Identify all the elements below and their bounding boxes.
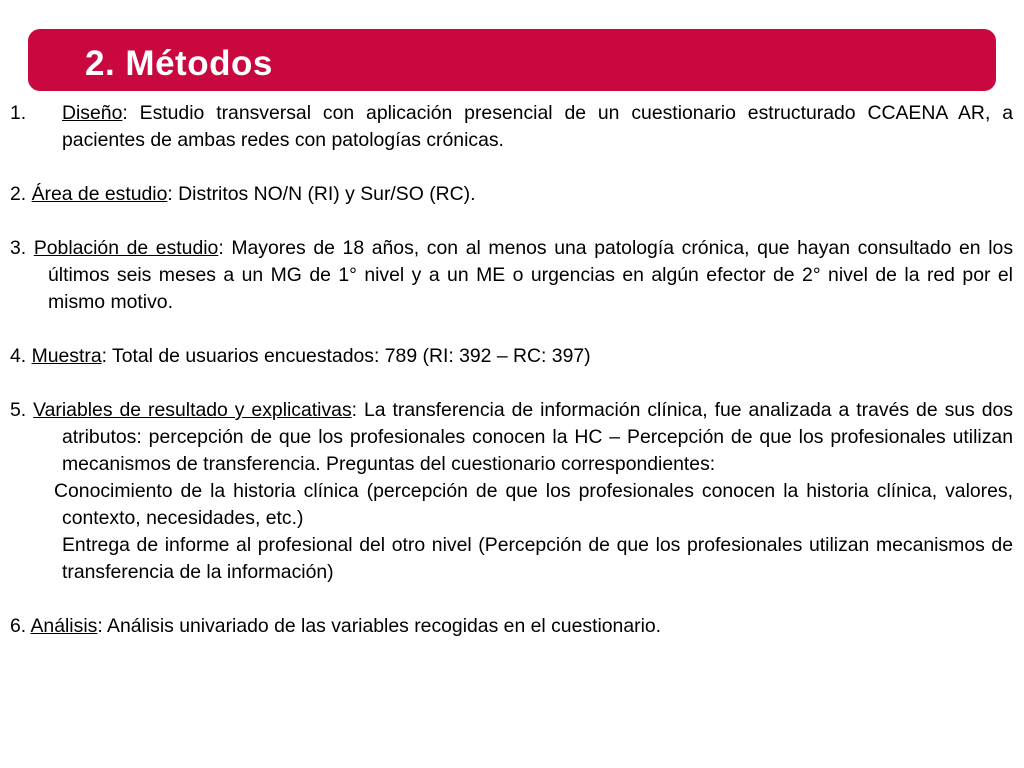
item-number: 2. [10, 183, 32, 205]
item-text: : Total de usuarios encuestados: 789 (RI: 392 – RC: 397) [101, 345, 591, 367]
item-label: Análisis [30, 615, 98, 637]
item-number: 5. [10, 399, 34, 421]
slide-title: 2. Métodos [85, 44, 273, 83]
title-bar [28, 29, 996, 91]
methods-list [10, 100, 1013, 640]
item-number: 6. [10, 615, 31, 637]
item-number: 3. [10, 237, 34, 259]
item-label: Diseño [62, 102, 123, 124]
item-variables [10, 397, 1013, 478]
item-sample [10, 343, 1013, 370]
item-text: : Mayores de 18 años, con al menos una patología crónica, que hayan consultado en los últimos seis meses a un MG de 1° nivel y a un ME o urgencias en algún efector de 2° nivel de la red por el mismo motivo. [48, 237, 1014, 313]
item-label: Población de estudio [33, 237, 219, 259]
variables-sub-item-2: Entrega de informe al profesional del otro nivel (Percepción de que los profesionales utilizan mecanismos de transferencia de la información) [62, 534, 1013, 583]
item-number: 1. [10, 102, 27, 124]
item-population [10, 235, 1013, 316]
item-label: Muestra [31, 345, 102, 367]
item-number: 4. [10, 345, 32, 367]
item-text: : Estudio transversal con aplicación presencial de un cuestionario estructurado CCAENA AR, a pacientes de ambas redes con patologías crónicas. [62, 102, 1013, 151]
item-text: : La transferencia de información clínica, fue analizada a través de sus dos atributos: percepción de que los profesionales conocen la HC – Percepción de que los profesionales utilizan mecanismos de transferencia. Preguntas del cuestionario correspondientes: [62, 399, 1013, 475]
item-label: Área de estudio [31, 183, 168, 205]
item-text: : Análisis univariado de las variables recogidas en el cuestionario. [97, 615, 662, 637]
item-area [10, 181, 1013, 208]
item-text: : Distritos NO/N (RI) y Sur/SO (RC). [167, 183, 476, 205]
variables-sub-item-1: Conocimiento de la historia clínica (percepción de que los profesionales conocen la historia clínica, valores, contexto, necesidades, etc.) [54, 480, 1013, 529]
item-label: Variables de resultado y explicativas [33, 399, 352, 421]
item-design [10, 100, 1013, 154]
item-analysis [10, 613, 1013, 640]
